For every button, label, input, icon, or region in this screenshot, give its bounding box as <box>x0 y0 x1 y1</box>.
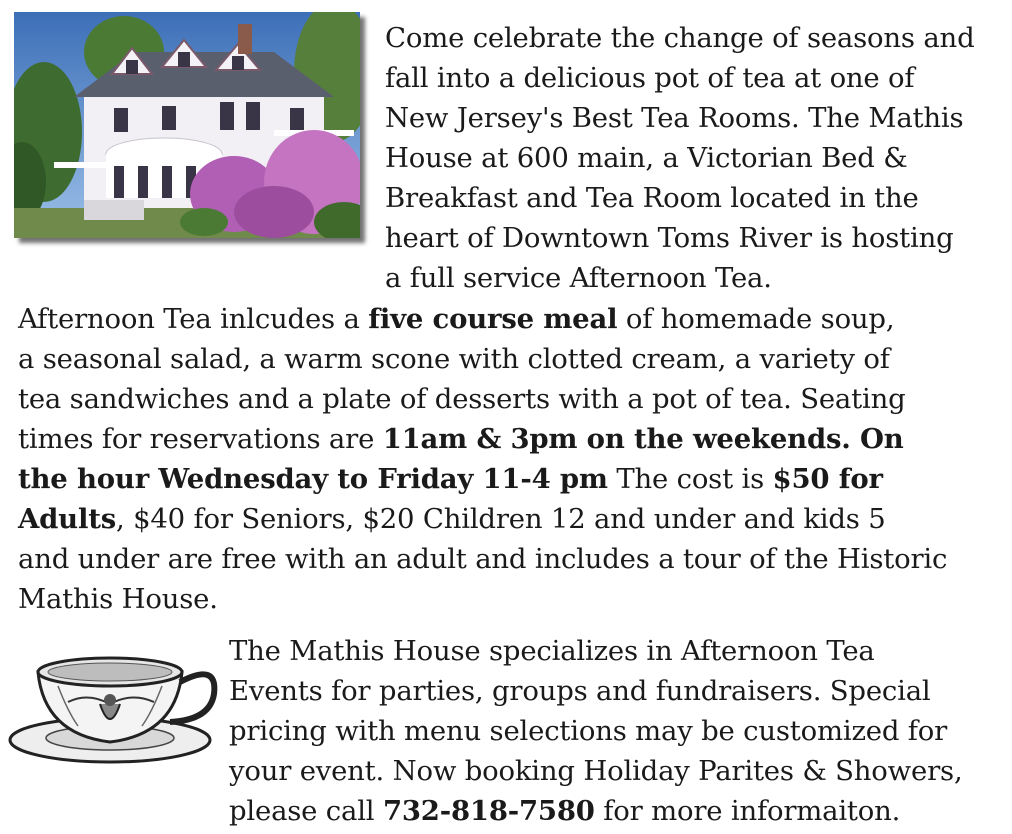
details-line: and under are free with an adult and includes a tour of the Historic <box>18 543 948 575</box>
intro-line: Breakfast and Tea Room located in the <box>385 182 919 214</box>
details-line: tea sandwiches and a plate of desserts with a pot of tea. Seating <box>18 383 906 415</box>
intro-line: House at 600 main, a Victorian Bed & <box>385 142 908 174</box>
events-line: Events for parties, groups and fundraisers. Special <box>229 675 931 707</box>
teacup-icon <box>8 642 222 770</box>
victorian-house-illustration <box>14 12 360 238</box>
events-line: please call 732-818-7580 for more informaiton. <box>229 795 901 827</box>
phone-number: 732-818-7580 <box>382 795 595 827</box>
intro-line: heart of Downtown Toms River is hosting <box>385 222 954 254</box>
intro-line: Come celebrate the change of seasons and <box>385 22 975 54</box>
details-line: the hour Wednesday to Friday 11-4 pm The cost is $50 for <box>18 463 883 495</box>
five-course-meal-highlight: five course meal <box>368 303 618 335</box>
details-line: Afternoon Tea inlcudes a five course meal of homemade soup, <box>18 303 895 335</box>
details-line: a seasonal salad, a warm scone with clotted cream, a variety of <box>18 343 890 375</box>
events-line: pricing with menu selections may be customized for <box>229 715 948 747</box>
adults-label: Adults <box>18 503 116 535</box>
details-line: times for reservations are 11am & 3pm on the weekends. On <box>18 423 904 455</box>
adult-price-highlight: $50 for <box>772 463 883 495</box>
events-line: your event. Now booking Holiday Parites & Showers, <box>229 755 963 787</box>
events-line: The Mathis House specializes in Afternoon Tea <box>229 635 875 667</box>
intro-line: New Jersey's Best Tea Rooms. The Mathis <box>385 102 964 134</box>
details-line: Mathis House. <box>18 583 218 615</box>
intro-line: a full service Afternoon Tea. <box>385 262 772 294</box>
mathis-house-photo <box>14 12 360 238</box>
weekday-times-highlight: the hour Wednesday to Friday 11-4 pm <box>18 463 608 495</box>
weekend-times-highlight: 11am & 3pm on the weekends. On <box>382 423 904 455</box>
details-line: Adults, $40 for Seniors, $20 Children 12 and under and kids 5 <box>18 503 886 535</box>
intro-line: fall into a delicious pot of tea at one of <box>385 62 915 94</box>
